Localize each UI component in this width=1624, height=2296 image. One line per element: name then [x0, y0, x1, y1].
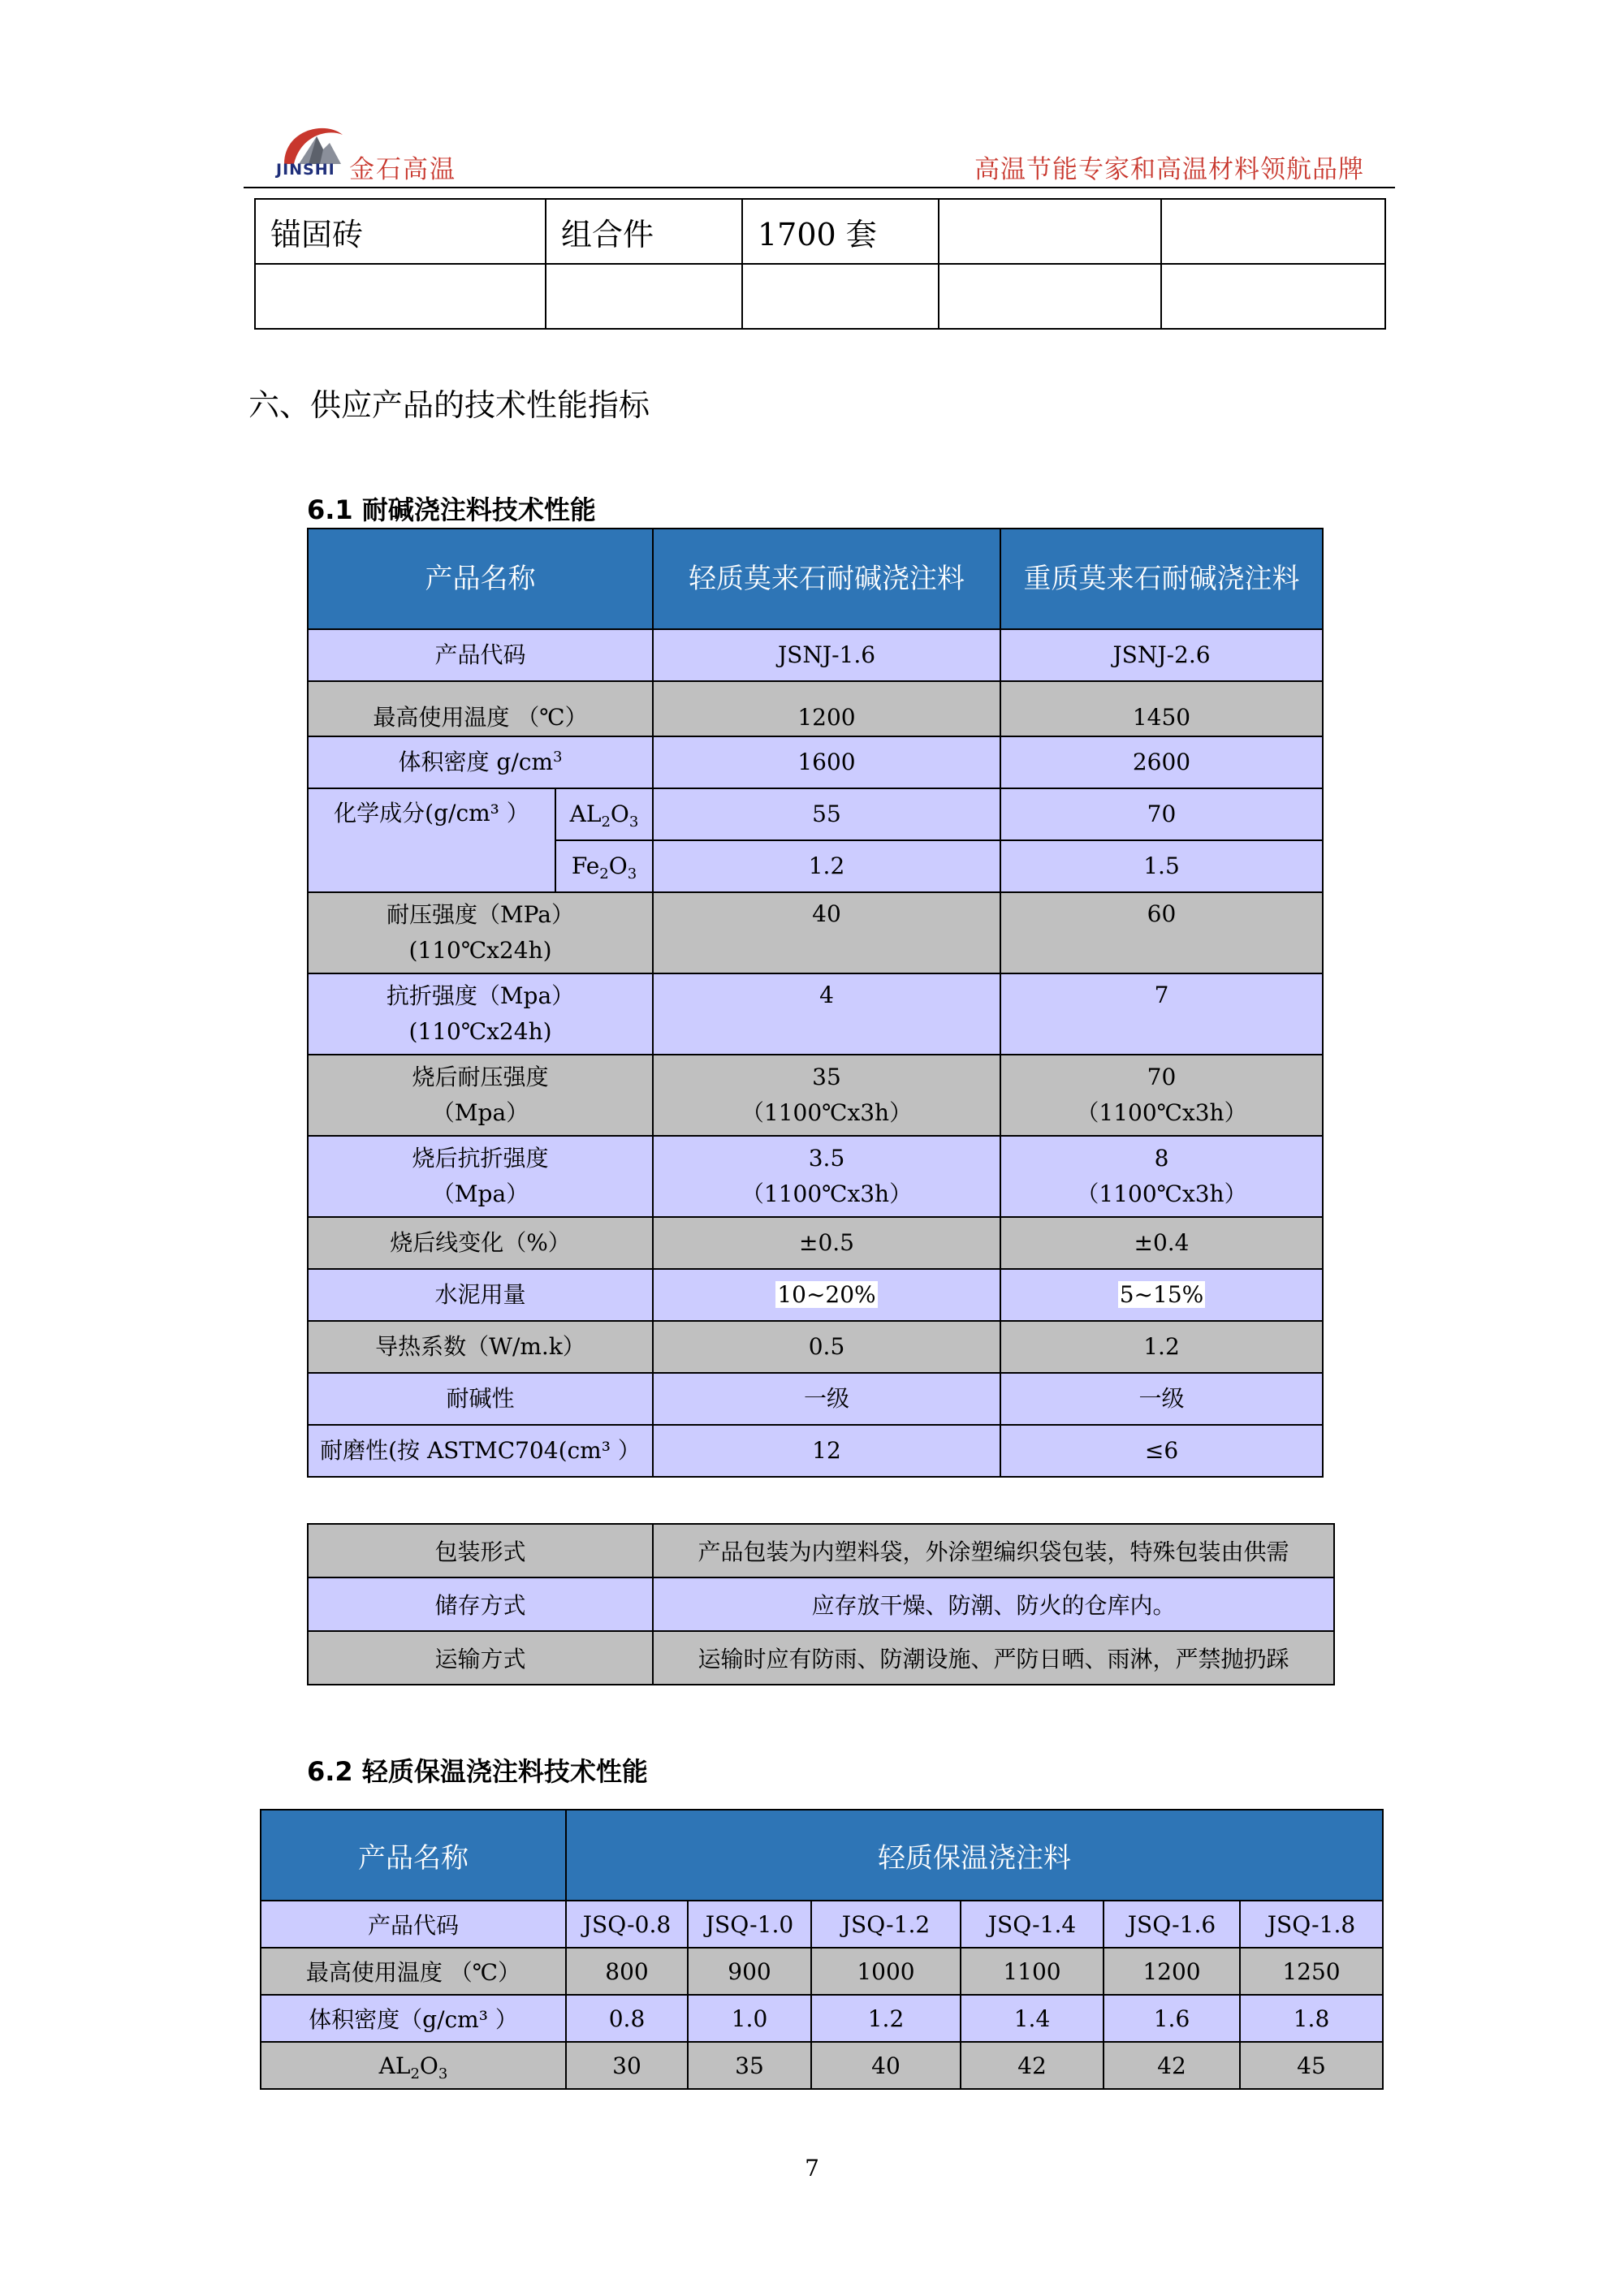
table-row	[255, 264, 1385, 329]
table-cell: 42	[1104, 2042, 1240, 2089]
header-cell: 产品名称	[308, 529, 653, 629]
table-row	[255, 199, 1385, 264]
table-row	[308, 681, 1323, 736]
table-header-row	[261, 1810, 1383, 1901]
insulating-castable-table	[260, 1809, 1384, 2090]
row-label: 水泥用量	[308, 1269, 653, 1321]
table-cell: 组合件	[546, 199, 742, 264]
table-cell: 5~15%	[1000, 1269, 1323, 1321]
sub-label: $Fe_2O_3$	[555, 840, 653, 892]
row-label: 化学成分(g/cm³ ）	[308, 788, 555, 892]
table-cell: 应存放干燥、防潮、防火的仓库内。	[653, 1577, 1334, 1631]
table-row	[308, 1631, 1334, 1685]
row-label: 耐碱性	[308, 1373, 653, 1425]
table-cell: 1000	[811, 1948, 961, 1995]
table-cell: JSQ-1.8	[1240, 1901, 1383, 1948]
table-cell: ±0.4	[1000, 1217, 1323, 1269]
table-cell	[255, 264, 546, 329]
table-row	[308, 1136, 1323, 1217]
table-cell: 3.5 （1100℃x3h）	[653, 1136, 1000, 1217]
table-cell: 0.8	[566, 1995, 688, 2042]
table-cell: 35 （1100℃x3h）	[653, 1055, 1000, 1136]
table-cell: 42	[961, 2042, 1104, 2089]
row-label: 耐磨性(按 ASTMC704(cm³ ）	[308, 1425, 653, 1477]
table-cell: 40	[653, 892, 1000, 973]
alkali-castable-table-tail	[307, 1523, 1335, 1685]
row-label: 体积密度 $g/cm^3$	[308, 736, 653, 788]
table-header-row	[308, 529, 1323, 629]
table-row	[308, 1055, 1323, 1136]
table-cell	[939, 199, 1161, 264]
row-label: 产品代码	[261, 1901, 566, 1948]
table-cell: 1.2	[811, 1995, 961, 2042]
section-heading: 六、供应产品的技术性能指标	[248, 387, 650, 423]
table-row	[308, 1425, 1323, 1477]
table-row	[261, 1901, 1383, 1948]
table-cell: ±0.5	[653, 1217, 1000, 1269]
table-cell: 1200	[653, 681, 1000, 736]
table-cell	[546, 264, 742, 329]
table-cell: 40	[811, 2042, 961, 2089]
table-cell: 锚固砖	[255, 199, 546, 264]
table-cell	[939, 264, 1161, 329]
table-row	[308, 1269, 1323, 1321]
table-cell: 1.2	[1000, 1321, 1323, 1373]
table-cell: JSQ-0.8	[566, 1901, 688, 1948]
row-label: 最高使用温度 （℃）	[308, 681, 653, 736]
table-row	[308, 1373, 1323, 1425]
header-cell: 轻质保温浇注料	[566, 1810, 1383, 1901]
row-label: 烧后耐压强度 （Mpa）	[308, 1055, 653, 1136]
table-cell: 一级	[1000, 1373, 1323, 1425]
table-row	[308, 788, 1323, 840]
table-cell: 2600	[1000, 736, 1323, 788]
table-row	[308, 1577, 1334, 1631]
row-label: 运输方式	[308, 1631, 653, 1685]
table-cell: 70	[1000, 788, 1323, 840]
table-row	[308, 973, 1323, 1055]
table-cell: JSQ-1.2	[811, 1901, 961, 1948]
page-number: 7	[805, 2155, 819, 2182]
table-cell	[1161, 264, 1385, 329]
header-cell: 产品名称	[261, 1810, 566, 1901]
row-label: 体积密度（g/cm³ ）	[261, 1995, 566, 2042]
table-cell: 1100	[961, 1948, 1104, 1995]
table-cell: JSQ-1.0	[688, 1901, 811, 1948]
table-cell: ≤6	[1000, 1425, 1323, 1477]
alkali-castable-table	[307, 528, 1324, 1478]
table-cell: 900	[688, 1948, 811, 1995]
table-cell: 一级	[653, 1373, 1000, 1425]
table-cell: 1.5	[1000, 840, 1323, 892]
table-row	[308, 892, 1323, 973]
header-slogan: 高温节能专家和高温材料领航品牌	[974, 155, 1364, 184]
table-62-title: 6.2 轻质保温浇注料技术性能	[307, 1756, 648, 1787]
table-cell: 1200	[1104, 1948, 1240, 1995]
table-row	[308, 1217, 1323, 1269]
row-label: $AL_2O_3$	[261, 2042, 566, 2089]
sub-label: $AL_2O_3$	[555, 788, 653, 840]
row-label: 抗折强度（Mpa） (110℃x24h)	[308, 973, 653, 1055]
header-cell: 轻质莫来石耐碱浇注料	[653, 529, 1000, 629]
table-cell: 1.2	[653, 840, 1000, 892]
table-cell: 35	[688, 2042, 811, 2089]
continuation-table	[254, 198, 1386, 330]
table-cell: 运输时应有防雨、防潮设施、严防日晒、雨淋，严禁抛扔踩	[653, 1631, 1334, 1685]
table-cell: 1.6	[1104, 1995, 1240, 2042]
table-61-title: 6.1 耐碱浇注料技术性能	[307, 494, 596, 525]
row-label: 储存方式	[308, 1577, 653, 1631]
table-cell: JSQ-1.6	[1104, 1901, 1240, 1948]
table-cell: 70 （1100℃x3h）	[1000, 1055, 1323, 1136]
table-cell: 60	[1000, 892, 1323, 973]
brand-name-en: JINSHI	[276, 161, 335, 179]
row-label: 烧后抗折强度 （Mpa）	[308, 1136, 653, 1217]
table-cell: 55	[653, 788, 1000, 840]
table-row	[308, 736, 1323, 788]
table-cell: JSQ-1.4	[961, 1901, 1104, 1948]
row-label: 最高使用温度 （℃）	[261, 1948, 566, 1995]
table-cell	[742, 264, 939, 329]
table-cell: 45	[1240, 2042, 1383, 2089]
table-cell: 30	[566, 2042, 688, 2089]
table-cell: JSNJ-1.6	[653, 629, 1000, 681]
table-row	[261, 1995, 1383, 2042]
table-cell: 4	[653, 973, 1000, 1055]
table-cell: 800	[566, 1948, 688, 1995]
table-cell: 1450	[1000, 681, 1323, 736]
table-cell: JSNJ-2.6	[1000, 629, 1323, 681]
table-cell: 1250	[1240, 1948, 1383, 1995]
row-label: 导热系数（W/m.k）	[308, 1321, 653, 1373]
table-cell: 10~20%	[653, 1269, 1000, 1321]
table-row	[261, 2042, 1383, 2089]
row-label: 烧后线变化（%）	[308, 1217, 653, 1269]
brand-name-cn: 金石高温	[349, 155, 456, 184]
table-cell: 12	[653, 1425, 1000, 1477]
header-divider	[244, 187, 1395, 188]
table-row	[308, 1321, 1323, 1373]
table-cell: 1.0	[688, 1995, 811, 2042]
table-cell: 8 （1100℃x3h）	[1000, 1136, 1323, 1217]
table-cell: 7	[1000, 973, 1323, 1055]
table-cell: 1.8	[1240, 1995, 1383, 2042]
row-label: 包装形式	[308, 1524, 653, 1577]
table-cell: 0.5	[653, 1321, 1000, 1373]
table-row	[308, 629, 1323, 681]
table-cell: 1700 套	[742, 199, 939, 264]
table-cell: 1600	[653, 736, 1000, 788]
table-cell	[1161, 199, 1385, 264]
table-row	[308, 1524, 1334, 1577]
row-label: 产品代码	[308, 629, 653, 681]
row-label: 耐压强度（MPa） (110℃x24h)	[308, 892, 653, 973]
header-cell: 重质莫来石耐碱浇注料	[1000, 529, 1323, 629]
table-row	[261, 1948, 1383, 1995]
table-cell: 产品包装为内塑料袋，外涂塑编织袋包装，特殊包装由供需	[653, 1524, 1334, 1577]
table-cell: 1.4	[961, 1995, 1104, 2042]
